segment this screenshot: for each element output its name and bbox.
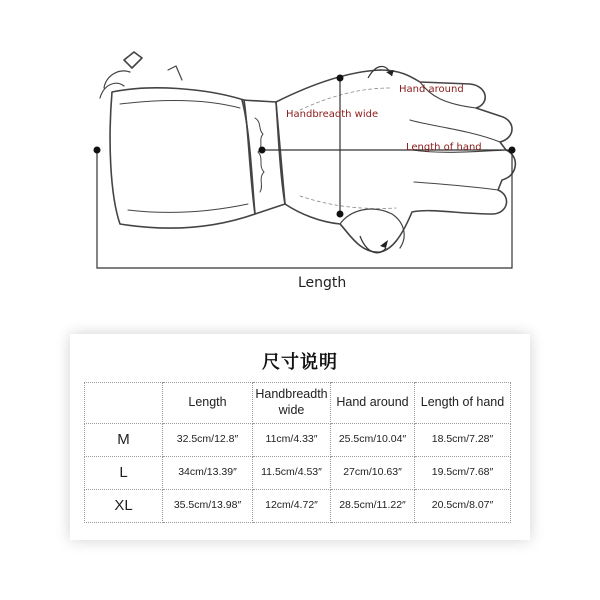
glove-hand	[276, 70, 515, 252]
header-length-of-hand: Length of hand	[415, 383, 511, 424]
length-cell: 35.5cm/13.98″	[163, 490, 253, 523]
length-cell: 34cm/13.39″	[163, 457, 253, 490]
length-of-hand-cell: 18.5cm/7.28″	[415, 424, 511, 457]
handbreadth-wide-label: Handbreadth wide	[286, 109, 379, 120]
measurement-lines	[97, 66, 512, 268]
header-length: Length	[163, 383, 253, 424]
length-of-hand-cell: 19.5cm/7.68″	[415, 457, 511, 490]
hand-around-cell: 27cm/10.63″	[331, 457, 415, 490]
length-label: Length	[298, 275, 347, 291]
handbreadth-cell: 11cm/4.33″	[253, 424, 331, 457]
table-row	[85, 490, 511, 523]
table-row	[85, 424, 511, 457]
hand-around-cell: 28.5cm/11.22″	[331, 490, 415, 523]
header-hand-around: Hand around	[331, 383, 415, 424]
handbreadth-cell: 11.5cm/4.53″	[253, 457, 331, 490]
header-handbreadth: Handbreadth wide	[253, 383, 331, 424]
overall-length-bracket	[97, 150, 512, 268]
size-table	[84, 382, 511, 523]
hand-around-label: Hand around	[399, 84, 464, 95]
header-size	[85, 383, 163, 424]
handbreadth-cell: 12cm/4.72″	[253, 490, 331, 523]
size-cell: L	[85, 457, 163, 490]
size-cell: XL	[85, 490, 163, 523]
cuff-buckle	[124, 52, 142, 68]
length-of-hand-cell: 20.5cm/8.07″	[415, 490, 511, 523]
hand-around-cell: 25.5cm/10.04″	[331, 424, 415, 457]
size-cell: M	[85, 424, 163, 457]
arrowheads	[380, 70, 394, 248]
size-chart-card	[70, 334, 530, 540]
table-row	[85, 457, 511, 490]
length-of-hand-label: Length of hand	[406, 142, 482, 153]
length-cell: 32.5cm/12.8″	[163, 424, 253, 457]
table-header-row	[85, 383, 511, 424]
size-chart-title: 尺寸说明	[262, 352, 338, 372]
glove-wrist-band	[242, 100, 285, 214]
